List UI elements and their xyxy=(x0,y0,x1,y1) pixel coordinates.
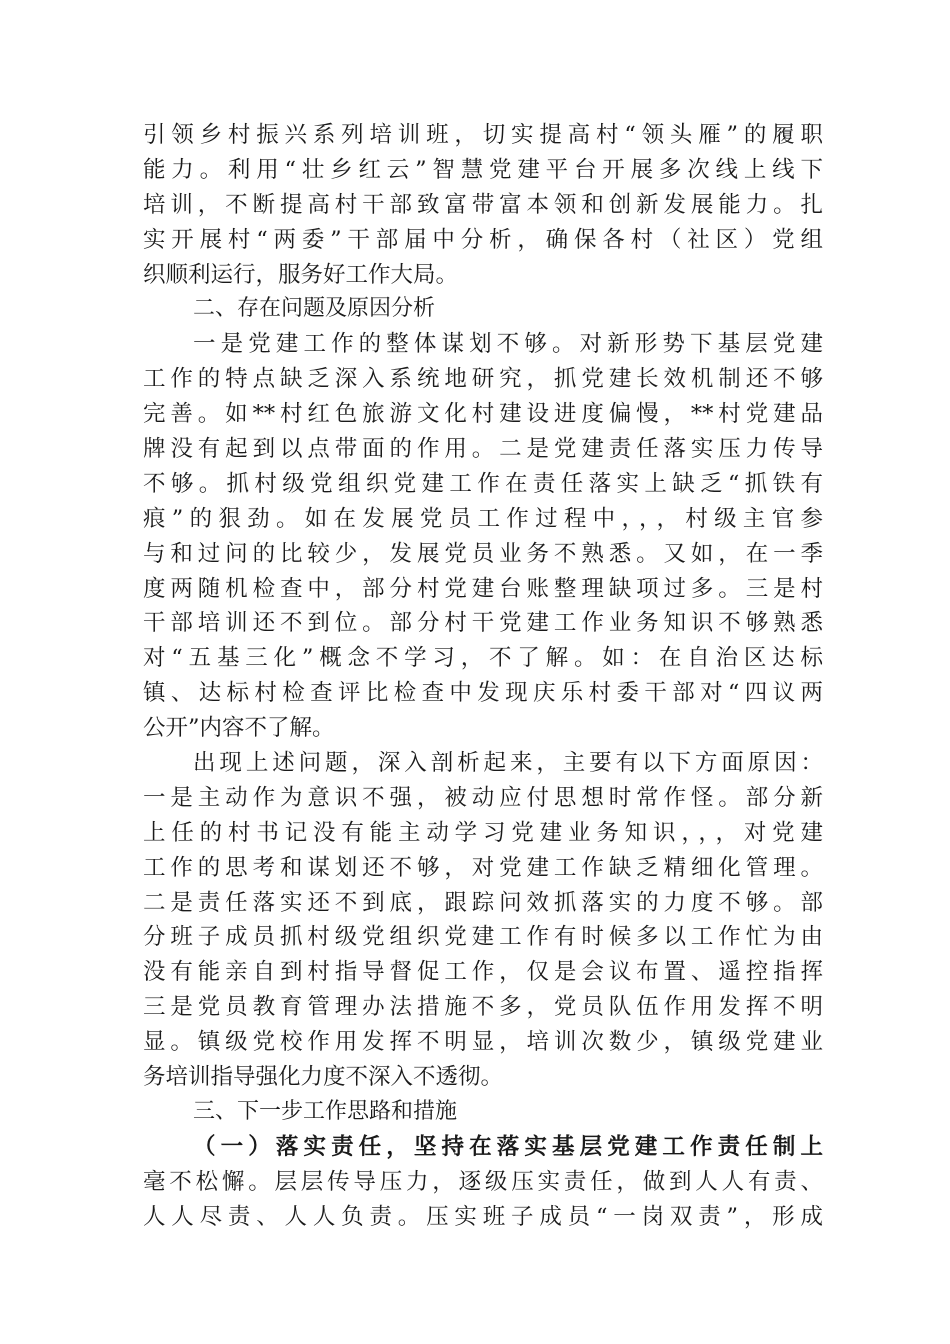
text-line: 显。镇级党校作用发挥不明显，培训次数少，镇级党建业 xyxy=(143,1029,823,1056)
text-line: 工作的特点缺乏深入系统地研究，抓党建长效机制还不够 xyxy=(143,366,823,393)
text-line: 公开”内容不了解。 xyxy=(143,715,335,742)
text-line: 与和过问的比较少，发展党员业务不熟悉。又如，在一季 xyxy=(143,540,823,567)
text-line: 出现上述问题，深入剖析起来，主要有以下方面原因： xyxy=(193,750,823,777)
text-line: 痕”的狠劲。如在发展党员工作过程中，，，村级主官参 xyxy=(143,505,823,532)
text-line: （一）落实责任，坚持在落实基层党建工作责任制上 xyxy=(193,1133,823,1160)
text-line: 一是党建工作的整体谋划不够。对新形势下基层党建 xyxy=(193,331,823,358)
text-line: 毫不松懈。层层传导压力，逐级压实责任，做到人人有责、 xyxy=(143,1168,823,1195)
text-line: 人人尽责、人人负责。压实班子成员“一岗双责”，形成 xyxy=(143,1203,823,1230)
text-line: 没有能亲自到村指导督促工作，仅是会议布置、遥控指挥 xyxy=(143,959,823,986)
text-line: 引领乡村振兴系列培训班，切实提高村“领头雁”的履职 xyxy=(143,122,823,148)
text-line: 实开展村“两委”干部届中分析，确保各村（社区）党组 xyxy=(143,226,823,253)
text-line: 完善。如**村红色旅游文化村建设进度偏慢，**村党建品 xyxy=(143,401,823,428)
section-heading-problems xyxy=(143,292,823,327)
text-line: 务培训指导强化力度不深入不透彻。 xyxy=(143,1064,504,1091)
paragraph-problems xyxy=(143,327,823,746)
text-line: 度两随机检查中，部分村党建台账整理缺项过多。三是村 xyxy=(143,575,823,602)
section-heading-next-steps xyxy=(143,1095,823,1130)
text-line: 培训，不断提高村干部致富带富本领和创新发展能力。扎 xyxy=(143,191,823,218)
heading-line: 二、存在问题及原因分析 xyxy=(193,296,436,322)
heading-line: 三、下一步工作思路和措施 xyxy=(193,1098,458,1124)
paragraph-causes xyxy=(143,746,823,1095)
text-line: 分班子成员抓村级党组织党建工作有时候多以工作忙为由 xyxy=(143,924,823,951)
text-line: 能力。利用“壮乡红云”智慧党建平台开展多次线上线下 xyxy=(143,156,823,183)
text-line: 工作的思考和谋划还不够，对党建工作缺乏精细化管理。 xyxy=(143,854,823,881)
text-line: 织顺利运行，服务好工作大局。 xyxy=(143,261,459,288)
text-line: 镇、达标村检查评比检查中发现庆乐村委干部对“四议两 xyxy=(143,680,823,707)
document-page xyxy=(143,118,823,1235)
text-line: 二是责任落实还不到底，跟踪问效抓落实的力度不够。部 xyxy=(143,889,823,916)
text-line: 对“五基三化”概念不学习，不了解。如：在自治区达标 xyxy=(143,645,823,672)
text-line: 三是党员教育管理办法措施不多，党员队伍作用发挥不明 xyxy=(143,994,823,1021)
text-line: 一是主动作为意识不强，被动应付思想时常作怪。部分新 xyxy=(143,784,823,811)
text-line: 不够。抓村级党组织党建工作在责任落实上缺乏“抓铁有 xyxy=(143,470,823,497)
text-line: 干部培训还不到位。部分村干党建工作业务知识不够熟悉 xyxy=(143,610,823,637)
paragraph-training xyxy=(143,118,823,292)
paragraph-responsibility xyxy=(143,1130,823,1235)
text-line: 牌没有起到以点带面的作用。二是党建责任落实压力传导 xyxy=(143,436,823,463)
text-line: 上任的村书记没有能主动学习党建业务知识，，，对党建 xyxy=(143,819,823,846)
